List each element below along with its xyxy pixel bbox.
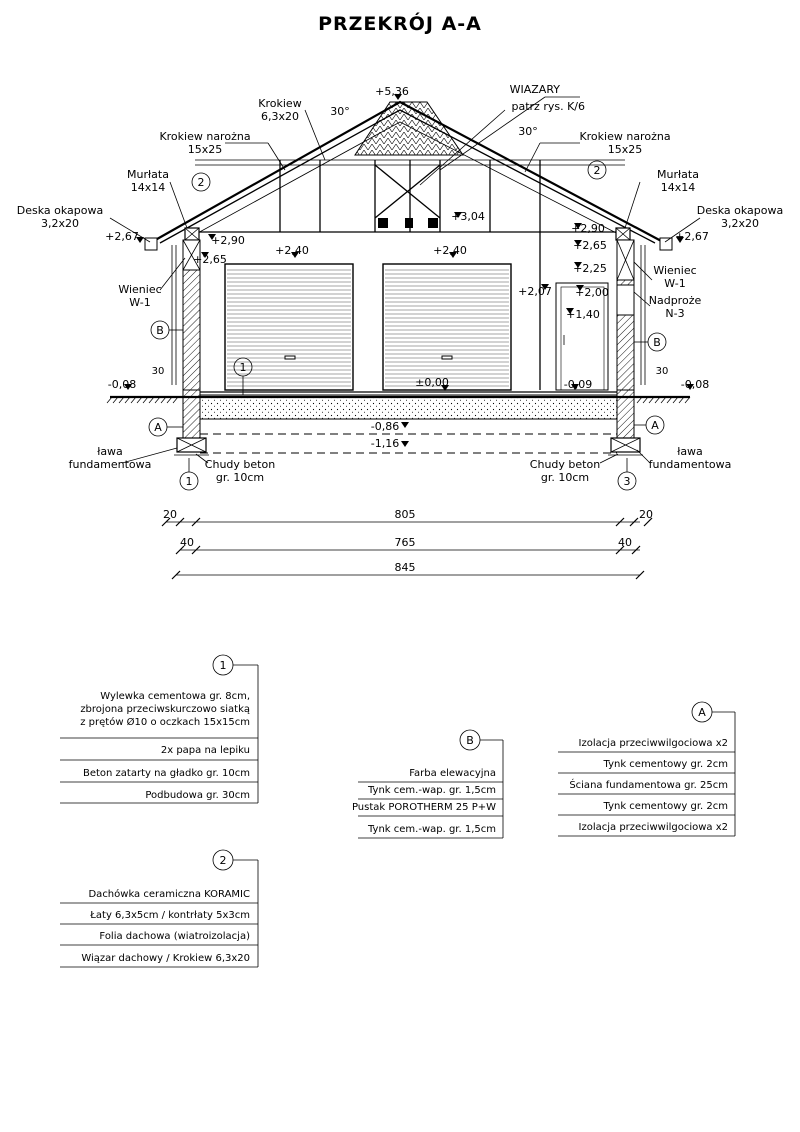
tag-a-right: A [651,419,659,432]
nadproze-label: Nadproże [648,294,702,307]
level-290-right: +2,90 [571,222,605,235]
krokiew-naroz-right: Krokiew narożna [579,130,671,143]
level-m008-left: -0,08 [107,378,137,391]
axis-3: 3 [623,475,631,488]
legend-b [352,730,503,838]
legend-1-row-3: z prętów Ø10 o oczkach 15x15cm [80,717,250,728]
tag-a-left: A [154,421,162,434]
wieniec-right: Wieniec [653,264,697,277]
chudy-right-2: gr. 10cm [540,471,590,484]
level-290-left: +2,90 [211,234,245,247]
legend-2-tag: 2 [219,854,227,867]
level-304: +3,04 [451,210,485,223]
legend-1-row-4: 2x papa na lepiku [160,745,250,756]
dim-20-right: 20 [639,508,653,521]
lawa-left: ława [97,445,123,458]
krokiew-naroz-right-size: 15x25 [607,143,643,156]
chudy-right: Chudy beton [529,458,601,471]
legend-b-row-2: Tynk cem.-wap. gr. 1,5cm [367,785,496,796]
legend-a-row-5: Izolacja przeciwwilgociowa x2 [578,822,728,833]
krokiew-naroz-left-size: 15x25 [187,143,223,156]
krokiew-left-size: 6,3x20 [260,110,300,123]
legend-a-row-4: Tynk cementowy gr. 2cm [603,801,728,812]
level-m008-right: -0,08 [680,378,710,391]
dim-40-left: 40 [180,536,194,549]
page-title: PRZEKRÓJ A-A [318,13,482,35]
murlata-right-size: 14x14 [660,181,696,194]
legend-a-row-3: Ściana fundamentowa gr. 25cm [569,780,728,791]
dim-20-left: 20 [163,508,177,521]
tag-2-left: 2 [197,176,205,189]
deska-right: Deska okapowa [696,204,784,217]
height-30-right: 30 [655,366,669,377]
ground-hatch [107,397,112,403]
legend-2-row-3: Folia dachowa (wiatroizolacja) [99,931,250,942]
legend-1-row-5: Beton zatarty na gładko gr. 10cm [82,768,250,779]
deska-right-size: 3,2x20 [720,217,760,230]
murlata-right: Murłata [657,168,699,181]
legend-1-row-2: zbrojona przeciwskurczowo siatką [80,704,250,715]
ridge-level: +5,36 [375,85,409,98]
legend-1-row-1: Wylewka cementowa gr. 8cm, [100,691,250,702]
level-200: +2,00 [575,286,609,299]
level-265-right: +2,65 [573,239,607,252]
level-265-left: +2,65 [193,253,227,266]
level-267-left: +2,67 [105,230,139,243]
level-m116: -1,16 [370,437,400,450]
nadproze-size: N-3 [665,307,685,320]
dim-845: 845 [394,561,416,574]
height-30-left: 30 [151,366,165,377]
legend-a-row-2: Tynk cementowy gr. 2cm [603,759,728,770]
legend-a-tag: A [698,706,706,719]
level-240a: +2,40 [275,244,309,257]
level-267-right: +2,67 [675,230,709,243]
wieniec-right-size: W-1 [664,277,686,290]
legend-b-row-3: Pustak POROTHERM 25 P+W [351,802,496,813]
legend-2-row-4: Wiązar dachowy / Krokiew 6,3x20 [81,953,250,964]
tag-2-right: 2 [593,164,601,177]
level-207: +2,07 [518,285,552,298]
legend-a-row-1: Izolacja przeciwwilgociowa x2 [578,738,728,749]
level-zero: ±0,00 [415,376,449,389]
lawa-right: ława [677,445,703,458]
legend-2 [60,850,258,967]
legend-a [558,702,735,836]
legend-b-row-4: Tynk cem.-wap. gr. 1,5cm [367,824,496,835]
legend-1-row-6: Podbudowa gr. 30cm [145,790,250,801]
level-225-right: +2,25 [573,262,607,275]
murlata-left-size: 14x14 [130,181,166,194]
level-m009: -0,09 [563,378,593,391]
legend-1 [60,655,258,803]
level-triangle [401,422,409,428]
tag-1-floor: 1 [239,361,247,374]
level-140: +1,40 [566,308,600,321]
dim-765: 765 [394,536,416,549]
lawa-right-2: fundamentowa [648,458,732,471]
tag-b-left: B [156,324,164,337]
krokiew-naroz-left: Krokiew narożna [159,130,251,143]
legend-b-tag: B [466,734,474,747]
wieniec-left: Wieniec [118,283,162,296]
chudy-left-2: gr. 10cm [215,471,265,484]
deska-left: Deska okapowa [16,204,104,217]
dimensions [162,508,653,579]
angle-right: 30° [518,125,538,138]
dim-40-right: 40 [618,536,632,549]
tag-b-right: B [653,336,661,349]
legend-2-row-1: Dachówka ceramiczna KORAMIC [88,889,250,900]
krokiew-left-label: Krokiew [258,97,302,110]
murlata-left: Murłata [127,168,169,181]
axis-1: 1 [185,475,193,488]
dim-805: 805 [394,508,416,521]
garage-doors [225,264,608,390]
legend-b-row-1: Farba elewacyjna [409,768,496,779]
level-triangle [401,441,409,447]
patrz-label: patrz rys. K/6 [511,100,585,113]
wiazary-label: WIAZARY [509,83,560,96]
legend-1-tag: 1 [219,659,227,672]
lawa-left-2: fundamentowa [68,458,152,471]
deska-left-size: 3,2x20 [40,217,80,230]
chudy-left: Chudy beton [204,458,276,471]
angle-left: 30° [330,105,350,118]
level-m086: -0,86 [370,420,400,433]
legend-2-row-2: Łaty 6,3x5cm / kontrłaty 5x3cm [90,910,250,921]
level-240b: +2,40 [433,244,467,257]
wieniec-left-size: W-1 [129,296,151,309]
